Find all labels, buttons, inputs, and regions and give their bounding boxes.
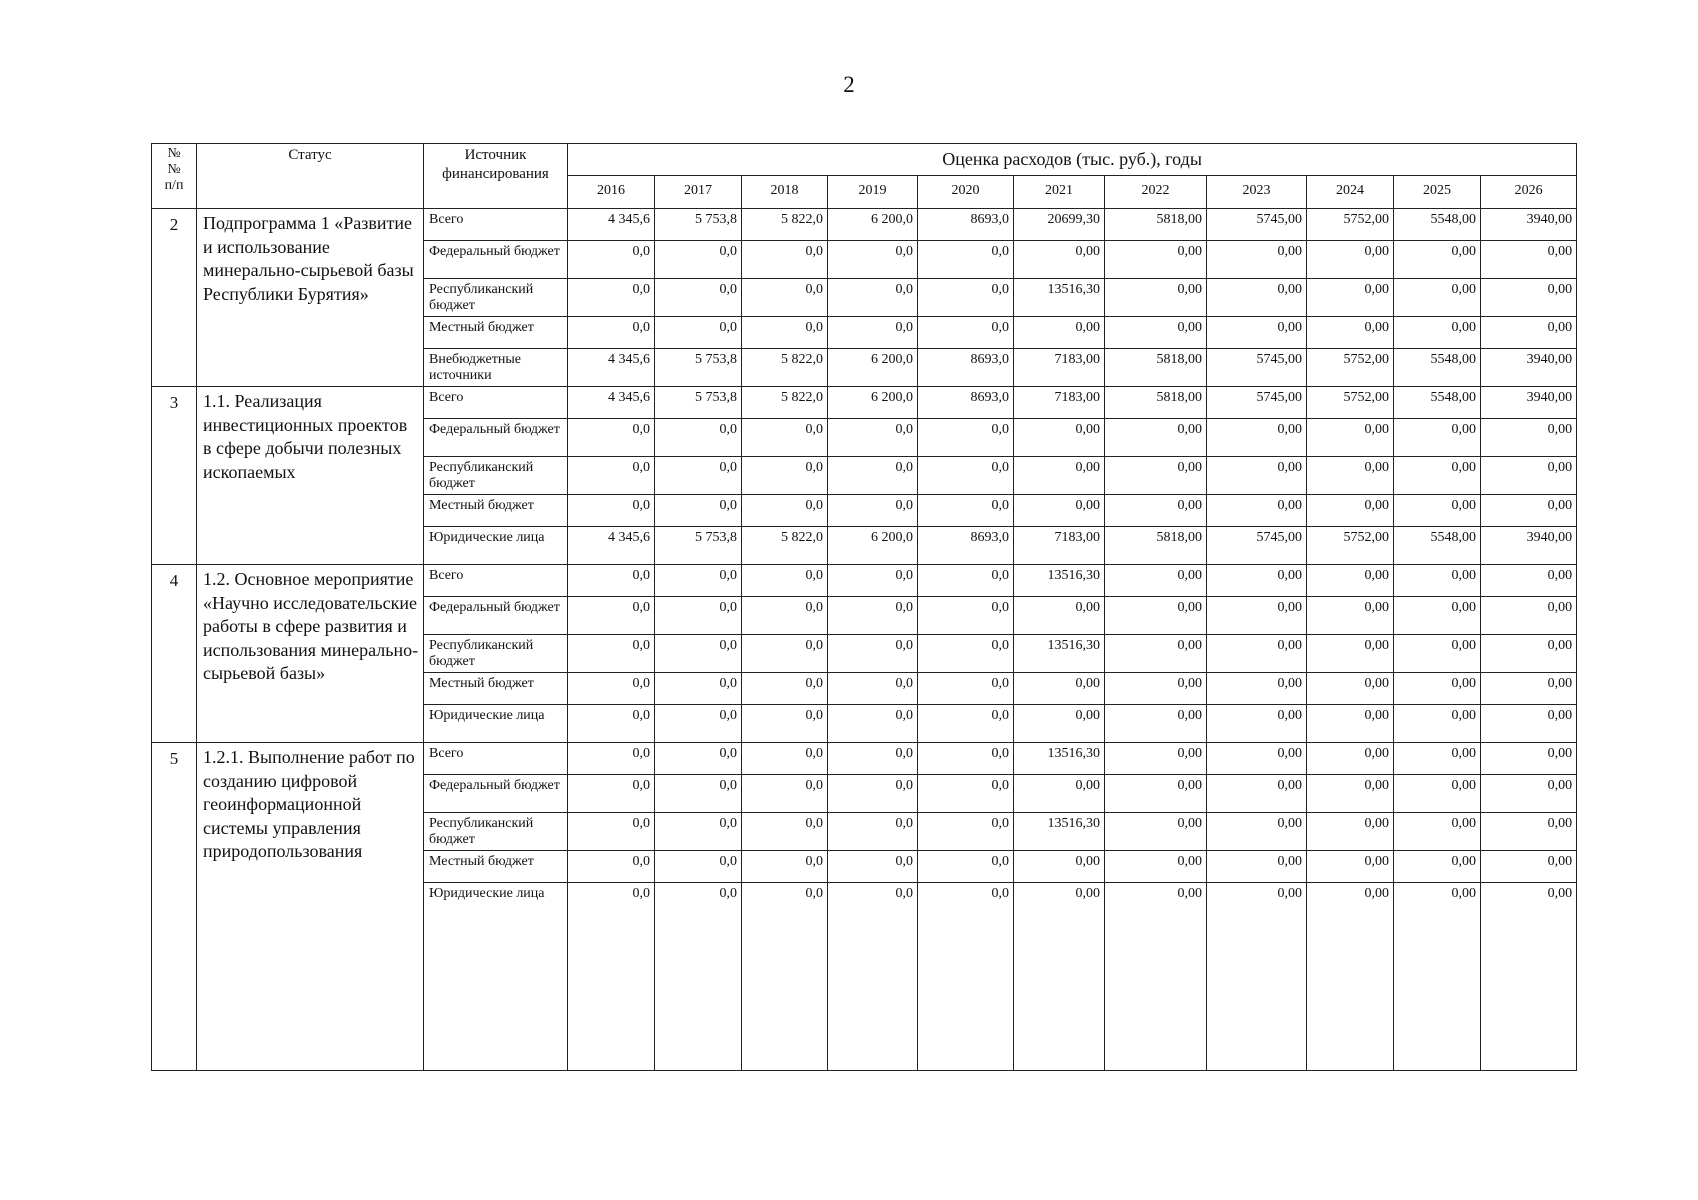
value-cell: 0,00 (1014, 775, 1105, 813)
year-header: 2020 (918, 176, 1014, 209)
year-header: 2024 (1307, 176, 1394, 209)
value-cell: 0,00 (1307, 565, 1394, 597)
value-cell: 4 345,6 (568, 349, 655, 387)
value-cell: 5 753,8 (655, 387, 742, 419)
value-cell: 0,00 (1481, 851, 1577, 883)
funding-source: Всего (424, 743, 568, 775)
value-cell: 0,0 (918, 495, 1014, 527)
value-cell: 0,00 (1481, 673, 1577, 705)
value-cell: 0,00 (1207, 419, 1307, 457)
column-header-status: Статус (197, 144, 424, 209)
value-cell: 0,0 (568, 813, 655, 851)
funding-source: Республиканский бюджет (424, 813, 568, 851)
value-cell: 0,00 (1481, 565, 1577, 597)
funding-source: Федеральный бюджет (424, 419, 568, 457)
value-cell: 0,00 (1014, 883, 1105, 1071)
value-cell: 0,00 (1394, 565, 1481, 597)
value-cell: 0,00 (1105, 883, 1207, 1071)
value-cell: 0,0 (828, 813, 918, 851)
value-cell: 6 200,0 (828, 209, 918, 241)
value-cell: 6 200,0 (828, 527, 918, 565)
value-cell: 0,0 (568, 883, 655, 1071)
table-row (152, 565, 1577, 597)
value-cell: 5548,00 (1394, 209, 1481, 241)
value-cell: 0,00 (1014, 317, 1105, 349)
value-cell: 0,0 (655, 705, 742, 743)
funding-source: Федеральный бюджет (424, 241, 568, 279)
value-cell: 0,0 (568, 495, 655, 527)
value-cell: 0,00 (1105, 495, 1207, 527)
value-cell: 5 822,0 (742, 387, 828, 419)
value-cell: 0,00 (1105, 813, 1207, 851)
year-header: 2016 (568, 176, 655, 209)
header-row-1 (152, 144, 1577, 176)
funding-source: Республиканский бюджет (424, 457, 568, 495)
value-cell: 0,00 (1394, 635, 1481, 673)
funding-source: Местный бюджет (424, 673, 568, 705)
value-cell: 0,0 (568, 317, 655, 349)
table-row (152, 209, 1577, 241)
value-cell: 0,00 (1105, 419, 1207, 457)
table-body (152, 209, 1577, 1071)
value-cell: 0,00 (1307, 673, 1394, 705)
status-cell: 1.2.1. Выполнение работ по созданию цифровой геоинформационной системы управления природопользования (197, 743, 424, 1071)
value-cell: 5752,00 (1307, 349, 1394, 387)
budget-table (151, 143, 1577, 1071)
funding-source: Местный бюджет (424, 495, 568, 527)
value-cell: 0,00 (1307, 457, 1394, 495)
value-cell: 0,0 (918, 241, 1014, 279)
value-cell: 0,00 (1481, 705, 1577, 743)
value-cell: 5818,00 (1105, 209, 1207, 241)
value-cell: 0,0 (828, 705, 918, 743)
value-cell: 0,00 (1307, 419, 1394, 457)
value-cell: 13516,30 (1014, 813, 1105, 851)
value-cell: 0,0 (918, 673, 1014, 705)
value-cell: 5745,00 (1207, 209, 1307, 241)
value-cell: 0,00 (1105, 457, 1207, 495)
value-cell: 0,0 (655, 419, 742, 457)
value-cell: 0,0 (568, 565, 655, 597)
value-cell: 5745,00 (1207, 527, 1307, 565)
value-cell: 0,0 (918, 279, 1014, 317)
value-cell: 0,00 (1207, 883, 1307, 1071)
value-cell: 0,00 (1481, 597, 1577, 635)
value-cell: 0,0 (655, 457, 742, 495)
value-cell: 0,00 (1105, 565, 1207, 597)
value-cell: 0,00 (1481, 775, 1577, 813)
value-cell: 0,00 (1481, 495, 1577, 527)
value-cell: 7183,00 (1014, 527, 1105, 565)
value-cell: 0,00 (1481, 635, 1577, 673)
column-header-number (152, 144, 197, 209)
value-cell: 0,00 (1207, 241, 1307, 279)
value-cell: 0,0 (918, 743, 1014, 775)
value-cell: 0,00 (1307, 241, 1394, 279)
table-row (152, 387, 1577, 419)
value-cell: 0,00 (1394, 495, 1481, 527)
value-cell: 0,0 (742, 495, 828, 527)
value-cell: 5548,00 (1394, 349, 1481, 387)
value-cell: 0,0 (918, 317, 1014, 349)
value-cell: 13516,30 (1014, 279, 1105, 317)
value-cell: 20699,30 (1014, 209, 1105, 241)
value-cell: 13516,30 (1014, 635, 1105, 673)
value-cell: 0,00 (1014, 851, 1105, 883)
value-cell: 0,0 (742, 457, 828, 495)
value-cell: 0,00 (1207, 635, 1307, 673)
value-cell: 0,00 (1481, 419, 1577, 457)
value-cell: 0,00 (1014, 495, 1105, 527)
value-cell: 0,0 (568, 705, 655, 743)
year-header: 2023 (1207, 176, 1307, 209)
value-cell: 0,00 (1307, 813, 1394, 851)
value-cell: 0,0 (918, 565, 1014, 597)
value-cell: 0,00 (1014, 241, 1105, 279)
value-cell: 0,00 (1394, 673, 1481, 705)
value-cell: 0,0 (918, 813, 1014, 851)
value-cell: 4 345,6 (568, 209, 655, 241)
value-cell: 0,00 (1105, 705, 1207, 743)
funding-source: Всего (424, 209, 568, 241)
value-cell: 0,0 (655, 883, 742, 1071)
value-cell: 0,00 (1014, 705, 1105, 743)
value-cell: 0,0 (918, 597, 1014, 635)
year-header: 2019 (828, 176, 918, 209)
funding-source: Юридические лица (424, 527, 568, 565)
value-cell: 0,00 (1207, 457, 1307, 495)
value-cell: 5 822,0 (742, 349, 828, 387)
value-cell: 0,0 (828, 883, 918, 1071)
value-cell: 6 200,0 (828, 349, 918, 387)
value-cell: 0,0 (742, 597, 828, 635)
value-cell: 0,0 (828, 597, 918, 635)
value-cell: 0,0 (828, 495, 918, 527)
value-cell: 0,00 (1394, 457, 1481, 495)
value-cell: 0,00 (1394, 279, 1481, 317)
value-cell: 3940,00 (1481, 209, 1577, 241)
row-number: 5 (152, 743, 197, 1071)
value-cell: 0,0 (828, 851, 918, 883)
value-cell: 0,0 (655, 673, 742, 705)
value-cell: 0,0 (568, 457, 655, 495)
value-cell: 0,0 (655, 597, 742, 635)
year-header: 2022 (1105, 176, 1207, 209)
funding-source: Юридические лица (424, 883, 568, 1071)
value-cell: 3940,00 (1481, 387, 1577, 419)
value-cell: 8693,0 (918, 527, 1014, 565)
row-number: 4 (152, 565, 197, 743)
number-label-line: п/п (164, 178, 184, 193)
value-cell: 5745,00 (1207, 349, 1307, 387)
value-cell: 0,00 (1014, 419, 1105, 457)
value-cell: 0,0 (742, 565, 828, 597)
value-cell: 7183,00 (1014, 349, 1105, 387)
value-cell: 0,00 (1014, 673, 1105, 705)
value-cell: 5548,00 (1394, 387, 1481, 419)
value-cell: 0,0 (918, 851, 1014, 883)
status-cell: Подпрограмма 1 «Развитие и использование минерально-сырьевой базы Республики Бурятия» (197, 209, 424, 387)
value-cell: 0,0 (918, 775, 1014, 813)
value-cell: 0,00 (1307, 883, 1394, 1071)
value-cell: 0,0 (742, 317, 828, 349)
funding-source: Республиканский бюджет (424, 635, 568, 673)
value-cell: 0,00 (1207, 813, 1307, 851)
value-cell: 0,0 (742, 673, 828, 705)
value-cell: 0,0 (742, 851, 828, 883)
value-cell: 0,0 (828, 279, 918, 317)
value-cell: 0,00 (1394, 419, 1481, 457)
value-cell: 0,00 (1394, 883, 1481, 1071)
value-cell: 0,00 (1207, 565, 1307, 597)
value-cell: 0,00 (1307, 279, 1394, 317)
row-number: 2 (152, 209, 197, 387)
value-cell: 4 345,6 (568, 387, 655, 419)
value-cell: 0,0 (918, 457, 1014, 495)
value-cell: 0,0 (655, 635, 742, 673)
value-cell: 0,00 (1394, 597, 1481, 635)
value-cell: 0,0 (828, 419, 918, 457)
value-cell: 13516,30 (1014, 743, 1105, 775)
value-cell: 0,00 (1307, 743, 1394, 775)
value-cell: 0,0 (655, 851, 742, 883)
value-cell: 0,0 (918, 705, 1014, 743)
value-cell: 5752,00 (1307, 387, 1394, 419)
value-cell: 5 753,8 (655, 349, 742, 387)
funding-source: Всего (424, 565, 568, 597)
funding-source: Республиканский бюджет (424, 279, 568, 317)
value-cell: 0,0 (742, 705, 828, 743)
value-cell: 0,0 (828, 775, 918, 813)
value-cell: 0,00 (1481, 743, 1577, 775)
value-cell: 0,0 (655, 317, 742, 349)
value-cell: 5 753,8 (655, 527, 742, 565)
value-cell: 0,00 (1207, 279, 1307, 317)
value-cell: 0,00 (1105, 635, 1207, 673)
value-cell: 0,0 (655, 241, 742, 279)
source-label-line: Источник (464, 147, 527, 163)
value-cell: 5818,00 (1105, 527, 1207, 565)
value-cell: 0,00 (1207, 495, 1307, 527)
value-cell: 0,00 (1394, 813, 1481, 851)
value-cell: 0,0 (828, 241, 918, 279)
value-cell: 0,00 (1014, 457, 1105, 495)
value-cell: 0,00 (1394, 241, 1481, 279)
value-cell: 0,00 (1207, 317, 1307, 349)
value-cell: 0,00 (1394, 851, 1481, 883)
value-cell: 3940,00 (1481, 527, 1577, 565)
value-cell: 0,00 (1207, 775, 1307, 813)
value-cell: 0,00 (1105, 775, 1207, 813)
value-cell: 4 345,6 (568, 527, 655, 565)
value-cell: 5 822,0 (742, 527, 828, 565)
value-cell: 0,0 (655, 495, 742, 527)
value-cell: 0,0 (828, 635, 918, 673)
value-cell: 0,0 (918, 419, 1014, 457)
value-cell: 0,0 (655, 565, 742, 597)
value-cell: 5 822,0 (742, 209, 828, 241)
year-header: 2018 (742, 176, 828, 209)
value-cell: 0,0 (742, 241, 828, 279)
value-cell: 8693,0 (918, 209, 1014, 241)
funding-source: Федеральный бюджет (424, 775, 568, 813)
value-cell: 0,00 (1105, 279, 1207, 317)
value-cell: 0,00 (1394, 775, 1481, 813)
value-cell: 0,00 (1207, 597, 1307, 635)
value-cell: 6 200,0 (828, 387, 918, 419)
funding-source: Местный бюджет (424, 317, 568, 349)
funding-source: Федеральный бюджет (424, 597, 568, 635)
funding-source: Всего (424, 387, 568, 419)
value-cell: 0,0 (568, 775, 655, 813)
value-cell: 0,0 (742, 419, 828, 457)
value-cell: 13516,30 (1014, 565, 1105, 597)
value-cell: 0,0 (918, 635, 1014, 673)
value-cell: 0,00 (1207, 743, 1307, 775)
value-cell: 0,0 (655, 743, 742, 775)
funding-source: Местный бюджет (424, 851, 568, 883)
funding-source: Юридические лица (424, 705, 568, 743)
page-number: 2 (843, 72, 855, 97)
value-cell: 0,0 (918, 883, 1014, 1071)
value-cell: 0,0 (655, 813, 742, 851)
value-cell: 0,00 (1481, 241, 1577, 279)
year-header: 2017 (655, 176, 742, 209)
value-cell: 0,0 (568, 597, 655, 635)
table-row (152, 743, 1577, 775)
value-cell: 0,00 (1481, 457, 1577, 495)
value-cell: 0,00 (1105, 317, 1207, 349)
value-cell: 0,0 (568, 851, 655, 883)
number-label-line: № (167, 162, 181, 177)
value-cell: 0,00 (1307, 635, 1394, 673)
value-cell: 0,0 (568, 241, 655, 279)
value-cell: 0,0 (742, 635, 828, 673)
value-cell: 0,00 (1481, 279, 1577, 317)
value-cell: 0,00 (1481, 813, 1577, 851)
number-label-line: № (167, 146, 181, 161)
value-cell: 5752,00 (1307, 209, 1394, 241)
value-cell: 0,0 (742, 775, 828, 813)
year-header: 2021 (1014, 176, 1105, 209)
value-cell: 0,00 (1207, 851, 1307, 883)
value-cell: 5752,00 (1307, 527, 1394, 565)
value-cell: 0,00 (1307, 775, 1394, 813)
value-cell: 0,00 (1394, 743, 1481, 775)
value-cell: 0,00 (1307, 851, 1394, 883)
value-cell: 5818,00 (1105, 387, 1207, 419)
column-header-source (424, 144, 568, 209)
value-cell: 0,0 (828, 457, 918, 495)
value-cell: 0,00 (1207, 705, 1307, 743)
value-cell: 0,0 (655, 775, 742, 813)
value-cell: 0,00 (1481, 883, 1577, 1071)
status-cell: 1.2. Основное мероприятие «Научно исследовательские работы в сфере развития и использования минерально-сырьевой базы» (197, 565, 424, 743)
value-cell: 0,0 (568, 673, 655, 705)
value-cell: 0,00 (1394, 317, 1481, 349)
value-cell: 0,0 (742, 743, 828, 775)
value-cell: 0,00 (1105, 851, 1207, 883)
value-cell: 0,0 (742, 883, 828, 1071)
status-cell: 1.1. Реализация инвестиционных проектов в сфере добычи полезных ископаемых (197, 387, 424, 565)
funding-source: Внебюджетные источники (424, 349, 568, 387)
row-number: 3 (152, 387, 197, 565)
value-cell: 3940,00 (1481, 349, 1577, 387)
value-cell: 0,0 (568, 743, 655, 775)
value-cell: 0,00 (1481, 317, 1577, 349)
value-cell: 0,0 (568, 279, 655, 317)
value-cell: 0,0 (742, 279, 828, 317)
value-cell: 5 753,8 (655, 209, 742, 241)
value-cell: 0,00 (1105, 597, 1207, 635)
value-cell: 0,0 (742, 813, 828, 851)
value-cell: 0,0 (828, 565, 918, 597)
year-header: 2025 (1394, 176, 1481, 209)
value-cell: 0,0 (568, 419, 655, 457)
value-cell: 0,00 (1105, 673, 1207, 705)
value-cell: 0,00 (1307, 597, 1394, 635)
value-cell: 0,00 (1307, 317, 1394, 349)
value-cell: 0,00 (1105, 743, 1207, 775)
value-cell: 0,00 (1207, 673, 1307, 705)
value-cell: 7183,00 (1014, 387, 1105, 419)
value-cell: 0,0 (828, 743, 918, 775)
value-cell: 0,0 (828, 317, 918, 349)
value-cell: 5745,00 (1207, 387, 1307, 419)
value-cell: 0,00 (1014, 597, 1105, 635)
value-cell: 0,0 (568, 635, 655, 673)
column-header-estimate: Оценка расходов (тыс. руб.), годы (568, 144, 1577, 176)
value-cell: 8693,0 (918, 349, 1014, 387)
value-cell: 0,0 (655, 279, 742, 317)
value-cell: 5818,00 (1105, 349, 1207, 387)
value-cell: 8693,0 (918, 387, 1014, 419)
year-header: 2026 (1481, 176, 1577, 209)
value-cell: 0,00 (1307, 705, 1394, 743)
value-cell: 0,0 (828, 673, 918, 705)
value-cell: 0,00 (1394, 705, 1481, 743)
source-label-line: финансирования (442, 166, 549, 182)
value-cell: 0,00 (1307, 495, 1394, 527)
value-cell: 0,00 (1105, 241, 1207, 279)
value-cell: 5548,00 (1394, 527, 1481, 565)
